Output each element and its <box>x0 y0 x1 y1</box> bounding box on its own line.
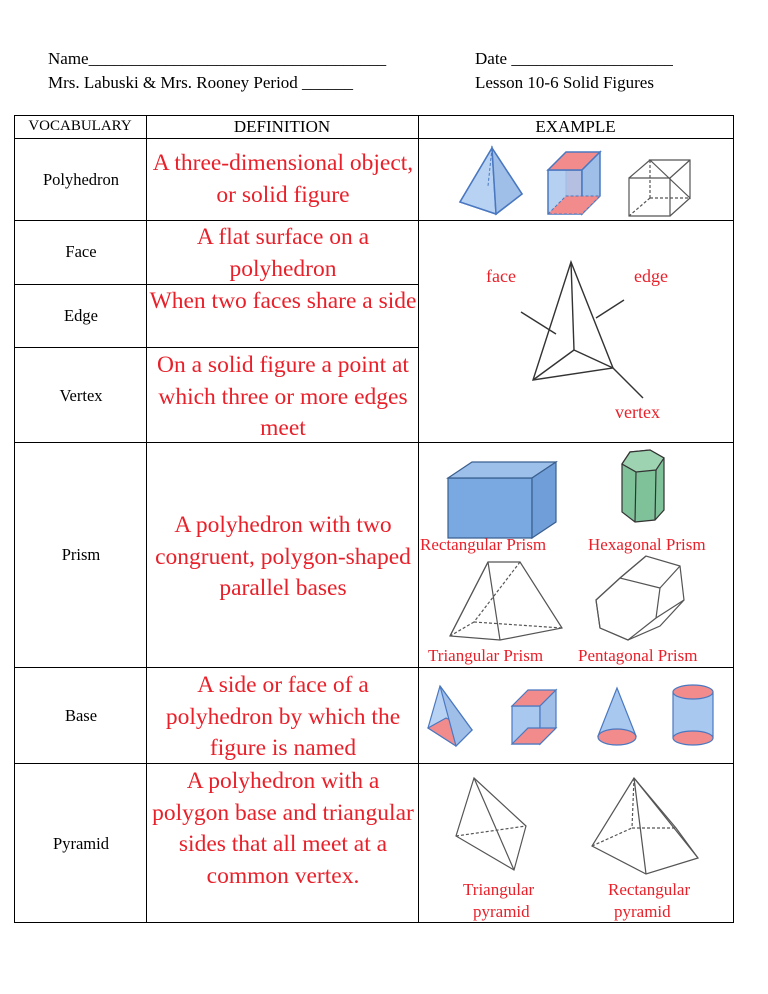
pentagonal-prism-icon <box>596 556 684 640</box>
lesson-title: Lesson 10-6 Solid Figures <box>475 73 654 92</box>
term-prism: Prism <box>61 545 101 564</box>
labeled-pyramid-diagram <box>521 262 643 398</box>
col-header-vocab: VOCABULARY <box>28 118 132 134</box>
label-face: face <box>486 266 516 286</box>
date-field[interactable]: Date ___________________ <box>475 49 673 68</box>
def-base: A side or face of a polyhedron by which the figure is named <box>165 672 401 761</box>
teacher-period: Mrs. Labuski & Mrs. Rooney Period ______ <box>48 73 354 92</box>
term-vertex: Vertex <box>59 386 103 405</box>
base-pyramid-icon <box>428 686 472 746</box>
cube-shape-icon <box>548 152 600 214</box>
pyramid-shape-icon <box>460 148 522 214</box>
rectangular-pyramid-icon <box>592 778 698 874</box>
def-face: A flat surface on a polyhedron <box>196 224 370 282</box>
wire-cube-icon <box>629 160 690 216</box>
name-field[interactable]: Name___________________________________ <box>48 49 387 68</box>
def-pyramid: A polyhedron with a polygon base and triangular sides that all meet at a common vertex. <box>152 768 414 889</box>
col-header-example: EXAMPLE <box>535 117 616 136</box>
label-tri-pyramid-2: pyramid <box>473 902 530 921</box>
label-tri-pyramid-1: Triangular <box>463 880 535 899</box>
hexagonal-prism-icon <box>622 450 664 522</box>
def-vertex: On a solid figure a point at which three or more edges meet <box>157 352 409 441</box>
rectangular-prism-icon <box>448 462 556 538</box>
label-rect-pyramid-2: pyramid <box>614 902 671 921</box>
triangular-pyramid-icon <box>456 778 526 870</box>
def-edge: When two faces share a side <box>149 288 417 314</box>
label-rect-pyramid-1: Rectangular <box>608 880 691 899</box>
base-cube-icon <box>512 690 556 744</box>
label-rect-prism: Rectangular Prism <box>420 535 547 554</box>
def-prism: A polyhedron with two congruent, polygon-shaped parallel bases <box>155 512 411 601</box>
def-polyhedron: A three-dimensional object, or solid figure <box>152 150 414 208</box>
base-cone-icon <box>598 688 636 745</box>
col-header-definition: DEFINITION <box>233 117 331 136</box>
triangular-prism-icon <box>450 562 562 640</box>
term-polyhedron: Polyhedron <box>42 170 120 189</box>
term-pyramid: Pyramid <box>53 834 109 853</box>
label-vertex: vertex <box>615 402 660 422</box>
term-face: Face <box>65 242 97 261</box>
base-cylinder-icon <box>673 685 713 745</box>
term-edge: Edge <box>64 306 98 325</box>
label-hex-prism: Hexagonal Prism <box>588 535 706 554</box>
label-tri-prism: Triangular Prism <box>428 646 544 665</box>
term-base: Base <box>64 706 98 725</box>
label-edge: edge <box>634 266 668 286</box>
label-pent-prism: Pentagonal Prism <box>578 646 698 665</box>
